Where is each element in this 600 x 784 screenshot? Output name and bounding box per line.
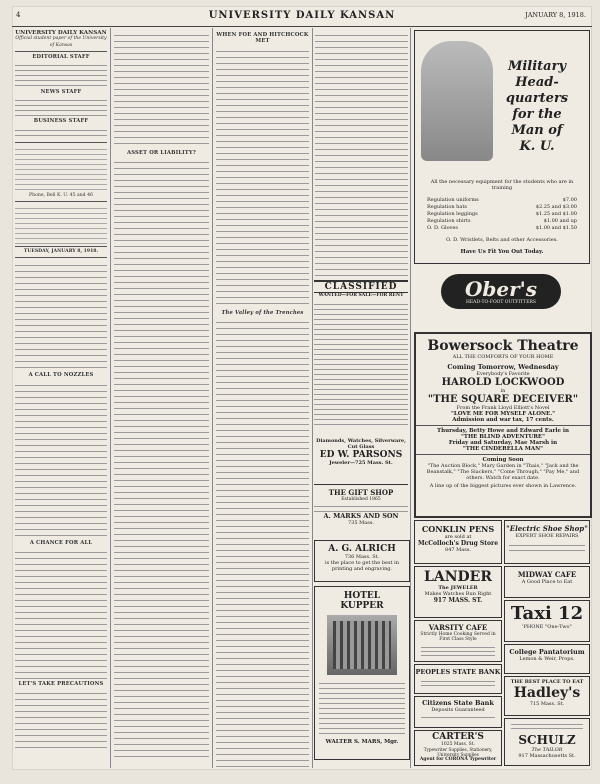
price-row: Regulation leggings $1.25 and $1.00 [427, 211, 577, 217]
bowersock-fav: Everybody's Favorite [476, 371, 530, 377]
hitchcock-text [216, 46, 309, 308]
bowersock-sub: ALL THE COMFORTS OF YOUR HOME [452, 354, 554, 360]
bowersock-coming-soon: Coming Soon [482, 457, 524, 463]
staff-list [15, 61, 107, 87]
soldier-illustration [421, 41, 493, 161]
taxi-sub: "One-Two" [544, 624, 572, 630]
varsity-title: VARSITY CAFE [428, 623, 488, 632]
editorial-official: Official student paper of the University of Kansas [15, 36, 107, 48]
peoples-text [421, 678, 495, 688]
pantatorium-ad [504, 644, 590, 674]
editorial-body-text [15, 260, 107, 370]
precautions-text [15, 688, 107, 748]
price-row: Regulation hats $2.25 and $3.00 [427, 204, 577, 210]
lander-sub: The JEWELER [438, 585, 478, 591]
taxi-phone: 'PHONE [522, 624, 544, 630]
conklin-addr: 847 Mass. [445, 547, 471, 553]
midway-title: MIDWAY CAFE [517, 570, 577, 579]
citizens-title: Citizens State Bank [422, 699, 494, 707]
lander-ad [414, 566, 502, 618]
parsons-ad [314, 438, 408, 478]
classified-listings [314, 300, 408, 428]
citizens-sub: Deposits Guaranteed [431, 707, 485, 713]
bowersock-film: "THE SQUARE DECEIVER" [427, 394, 579, 405]
conklin-ad [414, 520, 502, 564]
obers-ad [414, 268, 588, 328]
hadleys-lead: THE BEST PLACE TO EAT [510, 679, 584, 685]
bowersock-thursday: Thursday, Betty Howe and Edward Earle in [437, 428, 569, 434]
editorial-notice [15, 204, 107, 244]
bowersock-name: Bowersock Theatre [427, 338, 579, 354]
electric-title: "Electric Shoe Shop" [506, 524, 588, 533]
asset-text [114, 157, 209, 757]
schulz-text [511, 721, 583, 731]
peoples-bank-ad [414, 664, 502, 694]
article-text-top [114, 30, 209, 148]
nozzles-text [15, 380, 107, 538]
hotel-building-illustration [327, 615, 397, 675]
precautions-heading: LET'S TAKE PRECAUTIONS [18, 680, 104, 687]
column-rule [410, 28, 411, 768]
kupper-manager: WALTER S. MARS, Mgr. [325, 739, 399, 745]
conklin-sub: are sold at [444, 534, 472, 540]
bowersock-novel: "LOVE ME FOR MYSELF ALONE." [451, 411, 555, 417]
column-rule [110, 28, 111, 768]
valley-text [216, 317, 309, 768]
carters-addr: 1025 Mass. St. [441, 742, 475, 747]
article-column-3 [216, 30, 309, 768]
schulz-tag: The TAILOR [531, 747, 563, 753]
bowersock-friday: Friday and Saturday, Mae Marsh in [448, 440, 558, 446]
bowersock-thursday-film: "THE BLIND ADVENTURE" [460, 434, 545, 440]
editorial-phone: Phone, Bell K. U. 45 and 46 [29, 192, 93, 198]
classified-section [314, 280, 408, 430]
electric-shoe-ad [504, 520, 590, 564]
asset-heading: ASSET OR LIABILITY? [126, 150, 197, 156]
masthead [12, 10, 592, 27]
masthead-title: UNIVERSITY DAILY KANSAN [208, 10, 396, 21]
classified-subheading: WANTED—FOR SALE—FOR RENT [318, 293, 404, 298]
electric-sub: EXPERT SHOE REPAIRS [515, 533, 579, 539]
bowersock-admission: Admission and war tax, 17 cents. [452, 417, 554, 423]
classified-heading: CLASSIFIED [314, 280, 408, 293]
carters-title: CARTER'S [432, 732, 484, 742]
hadleys-ad [504, 676, 590, 716]
gift-shop-est: Established 1865 [341, 497, 381, 502]
bowersock-from: From the Frank Lloyd Elliott's Novel [456, 405, 550, 411]
varsity-menu [421, 644, 495, 656]
editorial-staff-heading: EDITORIAL STAFF [32, 53, 90, 60]
midway-ad [504, 566, 590, 598]
midway-sub: A Good Place to Eat [521, 579, 573, 585]
schulz-addr: 917 Massachusetts St. [518, 753, 576, 759]
parsons-line: Jeweler—725 Mass. St. [329, 460, 393, 466]
military-cta: Have Us Fit You Out Today. [460, 249, 544, 255]
obers-tagline: HEAD-TO-FOOT OUTFITTERS [465, 300, 537, 305]
electric-text [509, 541, 585, 555]
nozzles-heading: A CALL TO NOZZLES [28, 372, 94, 379]
schulz-ad [504, 718, 590, 766]
varsity-ad [414, 620, 502, 662]
newspaper-page [12, 6, 592, 770]
lander-title: LANDER [424, 569, 492, 585]
gift-shop-title: THE GIFT SHOP [328, 488, 394, 497]
editorial-paper-name: UNIVERSITY DAILY KANSAN [15, 30, 107, 36]
bowersock-in: in [500, 388, 506, 394]
page-number: 4 [16, 11, 21, 19]
chance-heading: A CHANCE FOR ALL [29, 539, 93, 546]
bowersock-footer: A line up of the biggest pictures ever shown in Lawrence. [429, 483, 577, 489]
gift-shop-addr: 735 Mass. [348, 520, 374, 526]
conklin-title: CONKLIN PENS [421, 524, 495, 534]
citizens-bank-ad [414, 696, 502, 728]
editorial-column [15, 30, 107, 768]
bowersock-soon-list: "The Auction Block," Mary Garden in "Thais," "Jack and the Beanstalk," "The Slackers," "Come Through," "Pay Me," and others. Watch for exact date. [426, 463, 580, 481]
schulz-title: SCHULZ [518, 733, 576, 747]
article-column-2 [114, 30, 209, 768]
parsons-name: ED W. PARSONS [319, 450, 403, 460]
military-tag: All the necessary equipment for the students who are in training [430, 179, 574, 191]
alrich-name: A. G. ALRICH [328, 544, 396, 554]
gift-shop-name: A. MARKS AND SON [323, 512, 399, 520]
pantatorium-title: College Pantatorium [509, 648, 585, 656]
kupper-ad [314, 586, 410, 760]
column-rule [212, 28, 213, 768]
alrich-ad [314, 540, 410, 582]
column-rule [312, 28, 313, 768]
military-price-list [427, 197, 577, 232]
obers-name: Ober's [464, 277, 538, 301]
conklin-store: McColloch's Drug Store [417, 540, 499, 547]
business-staff-list [15, 126, 107, 140]
alrich-addr: 736 Mass. St. [344, 554, 380, 560]
price-row: Regulation shirts $1.00 and up [427, 218, 577, 224]
news-staff-list [15, 96, 107, 116]
lander-tag: Makes Watches Run Right [424, 591, 492, 597]
taxi-title: Taxi 12 [510, 603, 584, 624]
subscription-info [15, 145, 107, 193]
carters-agent: Agent for CORONA Typewriter [419, 757, 497, 762]
military-headline: Military Head- quarters for the Man of K. U. [505, 59, 569, 154]
masthead-date: JANUARY 8, 1918. [525, 11, 586, 19]
military-accessories: O. D. Wristlets, Belts and other Accessories. [446, 237, 558, 243]
lander-addr: 917 MASS. ST. [433, 597, 483, 604]
pantatorium-sub: Lemon & Weir, Props. [519, 656, 575, 662]
bowersock-friday-film: "THE CINDERELLA MAN" [462, 446, 544, 452]
news-staff-heading: NEWS STAFF [40, 89, 82, 96]
hitchcock-heading: WHEN FOE AND HITCHCOCK MET [216, 32, 309, 45]
valley-heading: The Valley of the Trenches [221, 309, 304, 316]
gift-shop-text [314, 502, 408, 512]
carters-ad [414, 730, 502, 766]
price-row: Regulation uniforms $7.00 [427, 197, 577, 203]
chance-text [15, 547, 107, 679]
valley-continued-text [315, 30, 408, 278]
taxi-ad [504, 600, 590, 642]
parsons-line: Diamonds, Watches, Silverware, [316, 438, 406, 444]
kupper-text [319, 679, 405, 737]
parsons-line: Cut Glass [347, 444, 375, 450]
military-ad [414, 30, 590, 264]
hadleys-title: Hadley's [513, 685, 581, 701]
hadleys-addr: 715 Mass. St. [529, 701, 565, 707]
carters-tag: Typewriter Supplies, Stationery, University Supplies [423, 747, 493, 757]
kupper-name: HOTEL KUPPER [340, 591, 384, 611]
business-staff-heading: BUSINESS STAFF [33, 118, 89, 125]
varsity-sub: Strictly Home Cooking Served in First Class Style [420, 632, 496, 642]
editorial-date: TUESDAY, JANUARY 8, 1918. [23, 249, 99, 255]
alrich-tag: is the place to get the best in printing and engraving. [325, 560, 399, 572]
bowersock-star: HAROLD LOCKWOOD [441, 377, 565, 388]
obers-logo [441, 274, 561, 309]
peoples-title: PEOPLES STATE BANK [415, 668, 501, 676]
citizens-text [421, 714, 495, 720]
bowersock-ad [414, 332, 592, 518]
bowersock-coming: Coming Tomorrow, Wednesday [447, 363, 559, 371]
gift-shop-ad [314, 484, 408, 535]
price-row: O. D. Gloves $1.00 and $1.50 [427, 225, 577, 231]
article-column-4 [315, 30, 408, 278]
